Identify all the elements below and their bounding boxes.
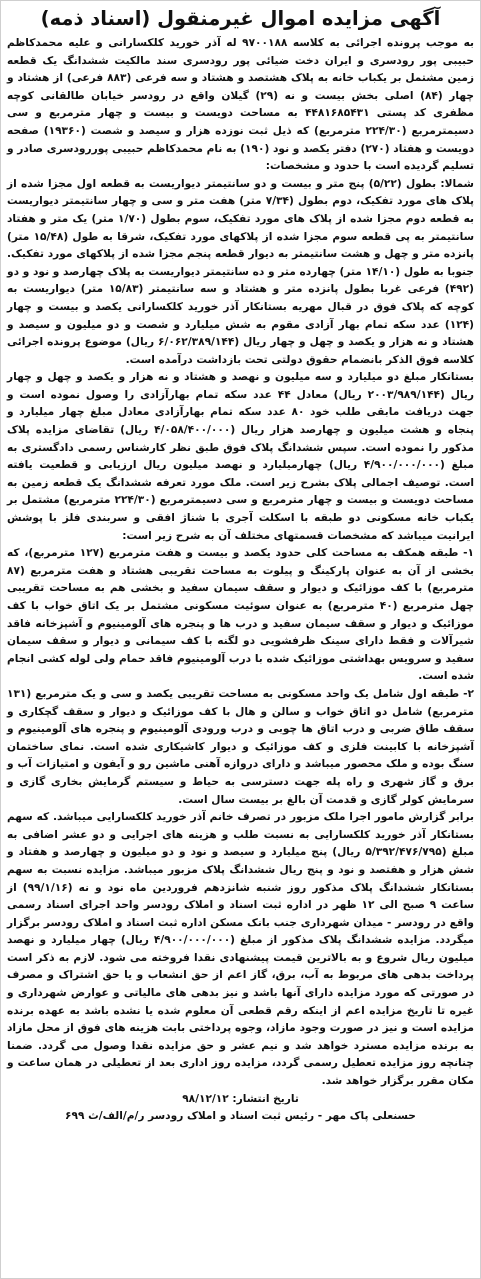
notice-paragraph-creditor: بستانکار مبلغ دو میلیارد و سه میلیون و نهصد و هشتاد و نه هزار و یکصد و چهل و چهار ریال (۲۰۰۳/۹۸۹/۱۴۴ ریال) معادل ۴۴ عدد سکه تمام بهارآزادی را وصول نموده است و جهت دریافت مابقی طلب خود ۸۰ عدد سکه تمام بهارآزادی معادل مبلغ چهار میلیارد و پنجاه و هشت میلیون و چهارصد هزار ریال (۴/۰۵۸/۴۰۰/۰۰۰ ریال) تقاضای مزایده پلاک مذکور را نموده است. سپس ششدانگ پلاک فوق طبق نظر کارشناس رسمی دادگستری به مبلغ (۴/۹۰۰/۰۰۰/۰۰۰ ریال) چهارمیلیارد و نهصد میلیون ریال ارزیابی و قطعیت یافته است. توصیف اجمالی پلاک بشرح زیر است. ملک مورد تعرفه ششدانگ یک قطعه زمین به مساحت دویست و بیست و چهار مترمربع و سی دسیمترمربع (۲۲۴/۳۰ مترمربع) مشتمل بر یکباب خانه مسکونی دو طبقه با اسکلت آجری با شناژ افقی و سربندی فلز با پوشش ایرانیت میباشد که مشخصات قسمتهای مختلف آن به شرح زیر است: — [7, 371, 475, 542]
publish-date: تاریخ انتشار: ۹۸/۱۲/۱۲ — [182, 1092, 299, 1105]
notice-paragraph-ground-floor: ۱- طبقه همکف به مساحت کلی حدود یکصد و بیست و هفت مترمربع (۱۲۷ مترمربع)، که بخشی از آن به عنوان پارکینگ و پیلوت به مساحت تقریبی هشتاد و هفت مترمربع (۸۷ مترمربع) با کف موزائیک و دیوار و سقف سیمان سفید و بخشی هم به مساحت تقریبی چهل مترمربع (۴۰ مترمربع) به عنوان سوئیت مسکونی مشتمل بر یک اتاق خواب با کف موزائیک و دیوار و سقف سیمان سفید و درب ها و پنجره های آلومینیوم و آشپزخانه فاقد شیرآلات و فقط دارای سینک ظرفشویی دو لگنه با کف سیمانی و دیوار و سقف سیمان سفید و سرویس بهداشتی موزائیک شده با درب آلومینیوم فاقد حمام ولی لوله کشی انجام شده است. — [7, 547, 475, 683]
notice-paragraph-boundaries: شمالا: بطول (۵/۲۲) پنج متر و بیست و دو سانتیمتر دیواریست به قطعه اول مجزا شده از پلاک های مورد تفکیک، دوم بطول (۷/۳۴ متر) هفت متر و سی و چهار سانتیمتر دیواریست به قطعه دوم مجزا شده از پلاک های مورد تفکیک، سوم بطول (۱/۷۰ متر) یک متر و هفتاد سانتیمتر به پی قطعه سوم مجزا شده از پلاکهای مورد تفکیک، شرقا به طول (۱۵/۴۸ متر) پانزده متر و چهل و هشت سانتیمتر به دیوار قطعه پنجم مجزا شده از پلاکهای مورد تفکیک. جنوبا به طول (۱۴/۱۰ متر) چهارده متر و ده سانتیمتر دیواریست به پلاک چهارصد و نود و دو (۴۹۲) فرعی غربا بطول پانزده متر و هشتاد و سه سانتیمتر (۱۵/۸۳ متر) دیواریست به کوچه که پلاک فوق در قبال مهریه بستانکار آذر خورید کلکسارانی یکصد و بیست و چهار (۱۲۴) عدد سکه تمام بهار آزادی مقوم به شش میلیارد و شصت و دو میلیون و سیصد و هشتاد و نه هزار و یکصد و چهل و چهار ریال (۶/۰۶۲/۳۸۹/۱۴۴ ریال) موضوع پرونده اجرائی کلاسه فوق الذکر بانضمام حقوق دولتی تحت بازداشت درآمده است. — [7, 177, 474, 366]
notice-title: آگهی مزایده اموال غیرمنقول (اسناد ذمه) — [40, 7, 441, 30]
notice-paragraph-intro: به موجب پرونده اجرائی به کلاسه ۹۷۰۰۱۸۸ له آذر خورید کلکسارانی و علیه محمدکاظم حبیبی پور رودسری و ایران دخت ضیائی پور رودسری سند مالکیت ششدانگ یک قطعه زمین مشتمل بر یکباب خانه به پلاک هشتصد و هشتاد و سه فرعی (۸۸۳ فرعی) از هشتاد و چهار (۸۴) اصلی بخش بیست و نه (۲۹) گیلان واقع در رودسر خیابان طالقانی کوچه مظفری کد پستی ۴۴۸۱۶۸۵۴۳۱ به مساحت دویست و بیست و چهار مترمربع و سی دسیمترمربع (۲۲۴/۳۰ مترمربع) که ذیل ثبت نوزده هزار و سیصد و شصت (۱۹۳۶۰) صفحه دویست و هفتاد (۲۷۰) دفتر یکصد و نود (۱۹۰) به نام محمدکاظم حبیبی پوررودسری صادر و تسلیم گردیده است با حدود و مشخصات: — [7, 37, 475, 173]
notice-paragraph-first-floor: ۲- طبقه اول شامل یک واحد مسکونی به مساحت تقریبی یکصد و سی و یک مترمربع (۱۳۱ مترمربع) شامل دو اتاق خواب و سالن و هال با کف موزائیک و دیوار و سقف گچکاری و سقف طاق ضربی و درب اتاق ها چوبی و درب ورودی آلومینیوم و پنجره های آلومینیوم و آشپزخانه با کابینت فلزی و کف موزائیک و دیوار کاشیکاری شده است. نمای ساختمان سنگ بوده و ملک محصور میباشد و دارای دروازه آهنی ماشین رو و آیفون و امتیازات آب و برق و گاز شهری و راه پله جهت دسترسی به حیاط و سیستم گرمایش بخاری گازی و سرمایش کولر گازی و قدمت آن بالغ بر بیست سال است. — [7, 687, 474, 806]
notice-footer — [7, 1091, 474, 1126]
notice-body — [7, 35, 474, 1091]
signature-line: حسنعلی پاک مهر - رئیس ثبت اسناد و املاک رودسر ر/م/الف/ث ۶۹۹ — [65, 1110, 416, 1123]
notice-paragraph-auction-terms: برابر گزارش مامور اجرا ملک مزبور در تصرف خانم آذر خورید کلکسارایی میباشد. که سهم بستانکار آذر خورید کلکسارایی به نسبت طلب و هزینه های اجرایی و دو عشر اضافی به مبلغ (۵/۳۹۲/۴۷۶/۷۹۵ ریال) پنج میلیارد و سیصد و نود و دو میلیون و چهارصد و هفتاد و شش هزار و هفتصد و نود و پنج ریال ششدانگ پلاک مزبور میباشد. مزایده نسبت به سهم بستانکار ششدانگ پلاک مذکور روز شنبه شانزدهم فروردین ماه نود و نه (۹۹/۱/۱۶) از ساعت ۹ صبح الی ۱۲ ظهر در اداره ثبت اسناد و املاک رودسر واحد اجرای اسناد رسمی واقع در رودسر - میدان شهرداری جنب بانک مسکن اداره ثبت اسناد و املاک رودسر برگزار میگردد. مزایده ششدانگ پلاک مذکور از مبلغ (۴/۹۰۰/۰۰۰/۰۰۰ ریال) چهار میلیارد و نهصد میلیون ریال شروع و به بالاترین قیمت پیشنهادی نقدا فروخته می شود. لازم به ذکر است پرداخت بدهی های مربوط به آب، برق، گاز اعم از حق انشعاب و یا حق اشتراک و مصرف در صورتی که مورد مزایده دارای آنها باشد و نیز بدهی های مالیاتی و عوارض شهرداری و غیره تا تاریخ مزایده اعم از اینکه رقم قطعی آن معلوم شده یا نشده باشد به عهده برنده مزایده است و نیز در صورت وجود مازاد، وجوه پرداختی بابت هزینه های فوق از محل مازاد به برنده مزایده مسترد خواهد شد و نیم عشر و حق مزایده نقدا وصول می گردد. ضمنا چنانچه روز مزایده تعطیل رسمی گردد، مزایده روز اداری بعد از تعطیلی در همان ساعت و مکان مقرر برگزار خواهد شد. — [7, 811, 475, 1088]
